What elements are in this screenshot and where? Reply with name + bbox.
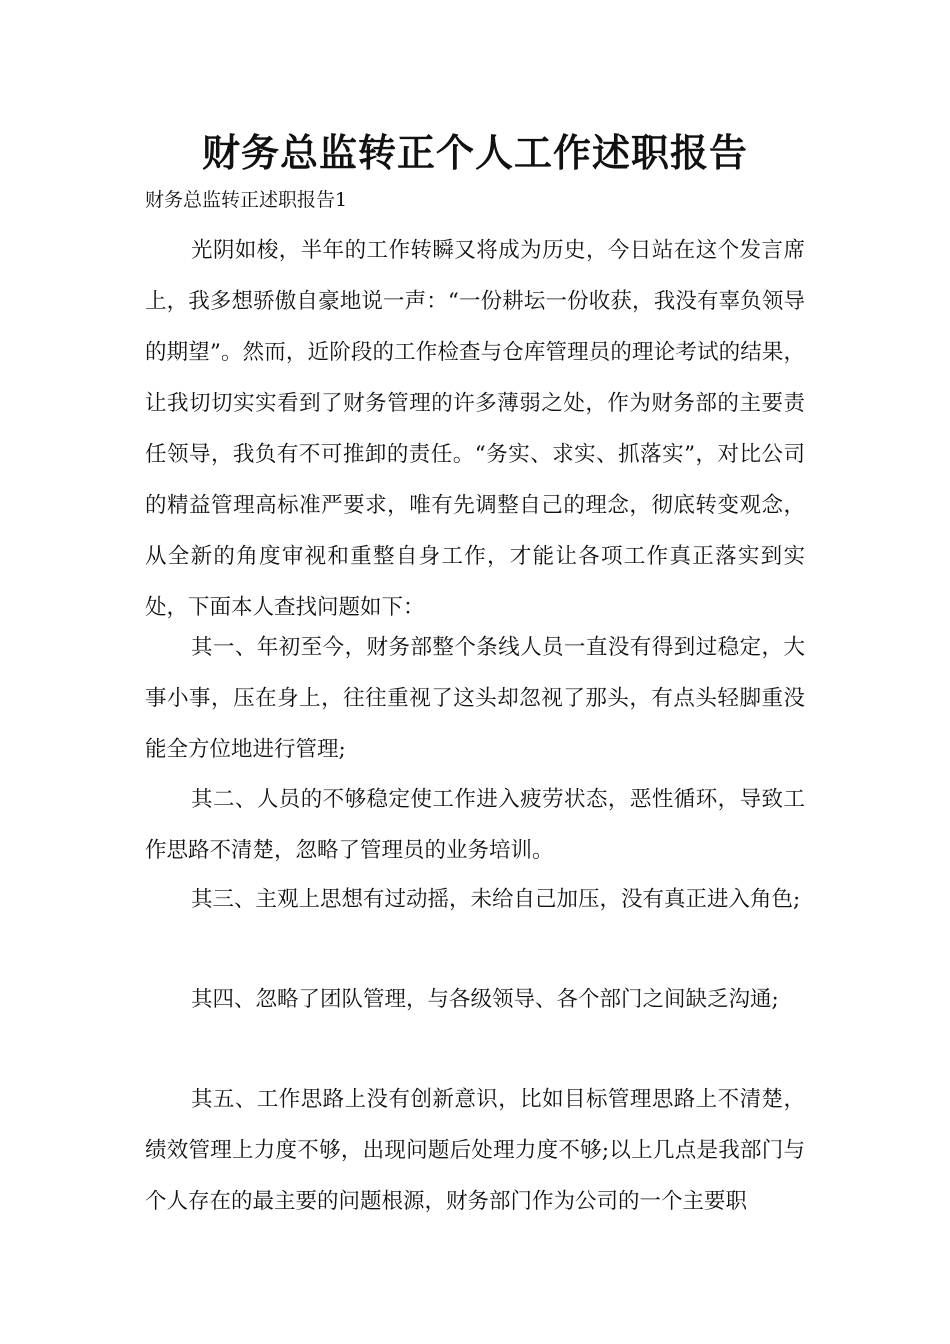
paragraph-issue-1: 其一、年初至今，财务部整个条线人员一直没有得到过稳定，大事小事，压在身上，往往重视了这头却忽视了那头，有点头轻脚重没能全方位地进行管理;	[145, 635, 805, 762]
document-subtitle: 财务总监转正述职报告1	[145, 189, 348, 211]
paragraph-issue-5: 其五、工作思路上没有创新意识，比如目标管理思路上不清楚，绩效管理上力度不够，出现问题后处理力度不够;以上几点是我部门与个人存在的最主要的问题根源，财务部门作为公司的一个主要职	[145, 1087, 805, 1214]
document-title: 财务总监转正个人工作述职报告	[201, 131, 748, 175]
paragraph-issue-4: 其四、忽略了团队管理，与各级领导、各个部门之间缺乏沟通;	[191, 987, 779, 1012]
paragraph-issue-2: 其二、人员的不够稳定使工作进入疲劳状态，恶性循环，导致工作思路不清楚，忽略了管理员的业务培训。	[145, 787, 805, 863]
paragraph-intro: 光阴如梭，半年的工作转瞬又将成为历史，今日站在这个发言席上，我多想骄傲自豪地说一声：“一份耕坛一份收获，我没有辜负领导的期望”。然而，近阶段的工作检查与仓库管理员的理论考试的结果，让我切切实实看到了财务管理的许多薄弱之处，作为财务部的主要责任领导，我负有不可推卸的责任。“务实、求实、抓落实”，对比公司的精益管理高标准严要求，唯有先调整自己的理念，彻底转变观念，从全新的角度审视和重整自身工作，才能让各项工作真正落实到实处，下面本人查找问题如下：	[145, 238, 805, 620]
paragraph-issue-3: 其三、主观上思想有过动摇，未给自己加压，没有真正进入角色;	[191, 887, 801, 912]
